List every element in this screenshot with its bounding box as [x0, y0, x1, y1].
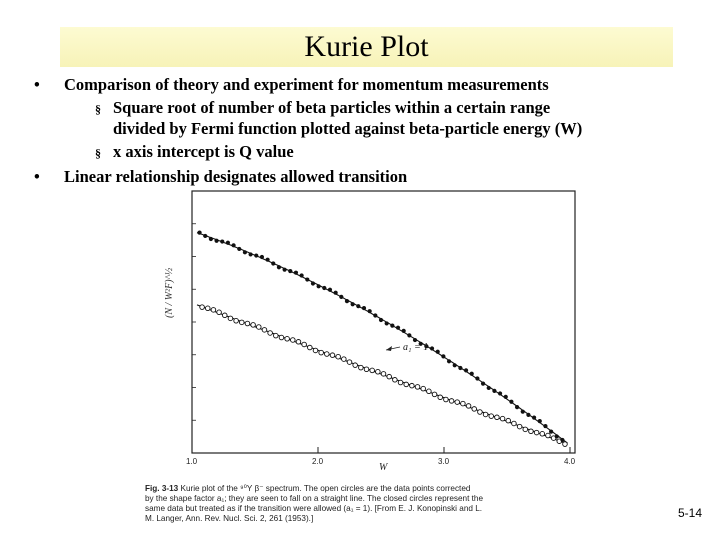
open-circle-point: [211, 308, 216, 313]
page-number: 5-14: [678, 506, 703, 520]
closed-circle-point: [402, 329, 406, 333]
closed-circle-point: [300, 273, 304, 277]
open-circle-point: [330, 353, 335, 358]
closed-circle-point: [248, 252, 252, 256]
x-axis-label: W: [379, 462, 388, 473]
open-circle-point: [308, 345, 313, 350]
closed-circle-point: [526, 413, 530, 417]
closed-circle-point: [328, 288, 332, 292]
closed-circle-point: [351, 302, 355, 306]
closed-circle-point: [458, 366, 462, 370]
subbullet-text-continued: divided by Fermi function plotted against beta-particle energy (W): [113, 119, 583, 138]
closed-circle-point: [345, 299, 349, 303]
open-circle-point: [296, 340, 301, 345]
open-circle-point: [512, 421, 517, 426]
open-circle-point: [421, 386, 426, 391]
closed-circle-point: [322, 286, 326, 290]
caption-line: [145, 484, 600, 494]
allowed-fit-curve: [197, 233, 568, 443]
subbullet-text: Square root of number of beta particles within a certain range: [113, 98, 551, 117]
caption-line: by the shape factor a₁; they are seen to fall on a straight line. The closed circles represent the: [145, 494, 484, 503]
closed-circle-point: [209, 237, 213, 241]
y-axis-label: [164, 267, 175, 318]
subbullet-text: x axis intercept is Q value: [113, 142, 294, 161]
closed-circle-point: [436, 350, 440, 354]
open-circle-point: [404, 382, 409, 387]
closed-circle-point: [396, 326, 400, 330]
open-circle-point: [398, 380, 403, 385]
closed-circle-point: [521, 410, 525, 414]
open-circle-point: [347, 360, 352, 365]
open-circle-point: [234, 318, 239, 323]
open-circle-point: [353, 363, 358, 368]
closed-circle-point: [470, 372, 474, 376]
closed-circle-point: [543, 424, 547, 428]
open-circle-point: [478, 410, 483, 415]
closed-circle-point: [549, 430, 553, 434]
open-circle-point: [228, 316, 233, 321]
closed-circle-point: [311, 281, 315, 285]
closed-circle-point: [560, 438, 564, 442]
open-circle-point: [483, 412, 488, 417]
closed-circle-point: [237, 247, 241, 251]
open-circle-point: [200, 305, 205, 310]
closed-circle-point: [197, 231, 201, 235]
closed-circle-point: [288, 269, 292, 273]
closed-circle-point: [334, 291, 338, 295]
open-circle-point: [325, 352, 330, 357]
open-circle-point: [438, 395, 443, 400]
open-circle-point: [268, 331, 273, 336]
open-circle-point: [245, 321, 250, 326]
closed-circle-point: [317, 284, 321, 288]
closed-circle-point: [266, 258, 270, 262]
closed-circle-point: [226, 241, 230, 245]
open-circle-point: [205, 306, 210, 311]
open-circle-point: [455, 400, 460, 405]
open-circle-point: [239, 320, 244, 325]
bullet-marker: •: [34, 75, 40, 94]
closed-circle-point: [475, 376, 479, 380]
x-tick-label: 3.0: [438, 457, 450, 466]
open-circle-point: [563, 442, 568, 447]
open-circle-point: [517, 424, 522, 429]
open-circle-point: [370, 368, 375, 373]
open-circle-point: [387, 374, 392, 379]
open-circle-point: [472, 407, 477, 412]
open-circle-point: [291, 338, 296, 343]
open-circle-point: [376, 369, 381, 374]
open-circle-point: [495, 415, 500, 420]
closed-circle-point: [509, 400, 513, 404]
bullet-text: Linear relationship designates allowed transition: [64, 167, 408, 186]
closed-circle-point: [339, 295, 343, 299]
closed-circle-point: [430, 346, 434, 350]
open-circle-point: [534, 430, 539, 435]
bullet-marker: •: [34, 167, 40, 186]
open-circle-point: [381, 372, 386, 377]
open-circle-point: [500, 416, 505, 421]
closed-circle-point: [362, 306, 366, 310]
annotation-arrowhead: [386, 346, 392, 351]
open-circle-point: [529, 429, 534, 434]
closed-circle-point: [220, 239, 224, 243]
open-circle-point: [319, 350, 324, 355]
closed-circle-point: [385, 321, 389, 325]
subbullet-marker: §: [95, 102, 101, 116]
open-circle-point: [393, 377, 398, 382]
open-circle-point: [415, 385, 420, 390]
open-circle-point: [285, 336, 290, 341]
open-circle-point: [489, 414, 494, 419]
closed-circle-point: [498, 391, 502, 395]
open-circle-point: [342, 357, 347, 362]
closed-circle-point: [243, 250, 247, 254]
slide-title: Kurie Plot: [304, 30, 429, 63]
open-circle-point: [256, 325, 261, 330]
open-circle-point: [217, 310, 222, 315]
closed-circle-point: [504, 395, 508, 399]
open-circle-point: [432, 392, 437, 397]
closed-circle-point: [447, 359, 451, 363]
open-circle-point: [444, 397, 449, 402]
open-circle-point: [273, 333, 278, 338]
closed-circle-point: [492, 389, 496, 393]
svg-text:(N / W²F)^½: (N / W²F)^½: [164, 267, 175, 318]
open-circle-point: [410, 383, 415, 388]
open-circle-point: [262, 328, 267, 333]
open-circle-point: [302, 342, 307, 347]
closed-circle-point: [305, 277, 309, 281]
open-circle-point: [222, 313, 227, 318]
closed-circle-point: [407, 333, 411, 337]
closed-circle-point: [294, 271, 298, 275]
caption-text: Kurie plot of the ⁹⁰Y β⁻ spectrum. The open circles are the data points corrected: [178, 484, 471, 493]
open-circle-point: [279, 335, 284, 340]
open-circle-point: [364, 367, 369, 372]
closed-circle-point: [283, 268, 287, 272]
open-circle-point: [313, 348, 318, 353]
bullet-text: Comparison of theory and experiment for momentum measurements: [64, 75, 549, 94]
closed-circle-point: [538, 419, 542, 423]
open-circle-point: [506, 418, 511, 423]
caption-line: same data but treated as if the transition were allowed (a₁ = 1). [From E. J. Konopinski and L.: [145, 504, 483, 513]
subbullet-marker: §: [95, 146, 101, 160]
open-circle-point: [251, 323, 256, 328]
x-tick-label: 4.0: [564, 457, 576, 466]
caption-figno: Fig. 3-13: [145, 484, 179, 493]
closed-circle-point: [260, 255, 264, 259]
closed-circle-point: [555, 434, 559, 438]
closed-circle-point: [356, 304, 360, 308]
closed-circle-point: [487, 386, 491, 390]
closed-circle-point: [271, 261, 275, 265]
closed-circle-point: [532, 416, 536, 420]
closed-circle-point: [441, 354, 445, 358]
closed-circle-point: [203, 234, 207, 238]
open-circle-point: [461, 401, 466, 406]
caption-line: M. Langer, Ann. Rev. Nucl. Sci. 2, 261 (1953).]: [145, 514, 314, 523]
closed-circle-point: [368, 309, 372, 313]
closed-circle-point: [373, 313, 377, 317]
closed-circle-point: [464, 368, 468, 372]
open-circle-point: [546, 433, 551, 438]
open-circle-point: [359, 365, 364, 370]
open-circle-point: [427, 389, 432, 394]
closed-circle-point: [390, 324, 394, 328]
closed-circle-point: [481, 382, 485, 386]
kurie-plot-svg: [150, 188, 600, 488]
closed-circle-point: [453, 363, 457, 367]
closed-circle-point: [379, 318, 383, 322]
figure-caption: [145, 484, 600, 524]
open-circle-point: [540, 431, 545, 436]
kurie-plot-figure: [150, 188, 600, 533]
closed-circle-point: [515, 405, 519, 409]
open-circle-point: [466, 404, 471, 409]
annotation-label: a₁ = 1: [403, 342, 429, 353]
closed-circle-point: [231, 243, 235, 247]
closed-circle-point: [277, 265, 281, 269]
x-tick-label: 1.0: [186, 457, 198, 466]
open-circle-point: [523, 427, 528, 432]
closed-circle-point: [214, 239, 218, 243]
title-band: [60, 27, 673, 67]
closed-circle-point: [254, 253, 258, 257]
open-circle-point: [336, 354, 341, 359]
x-tick-label: 2.0: [312, 457, 324, 466]
open-circle-point: [449, 399, 454, 404]
